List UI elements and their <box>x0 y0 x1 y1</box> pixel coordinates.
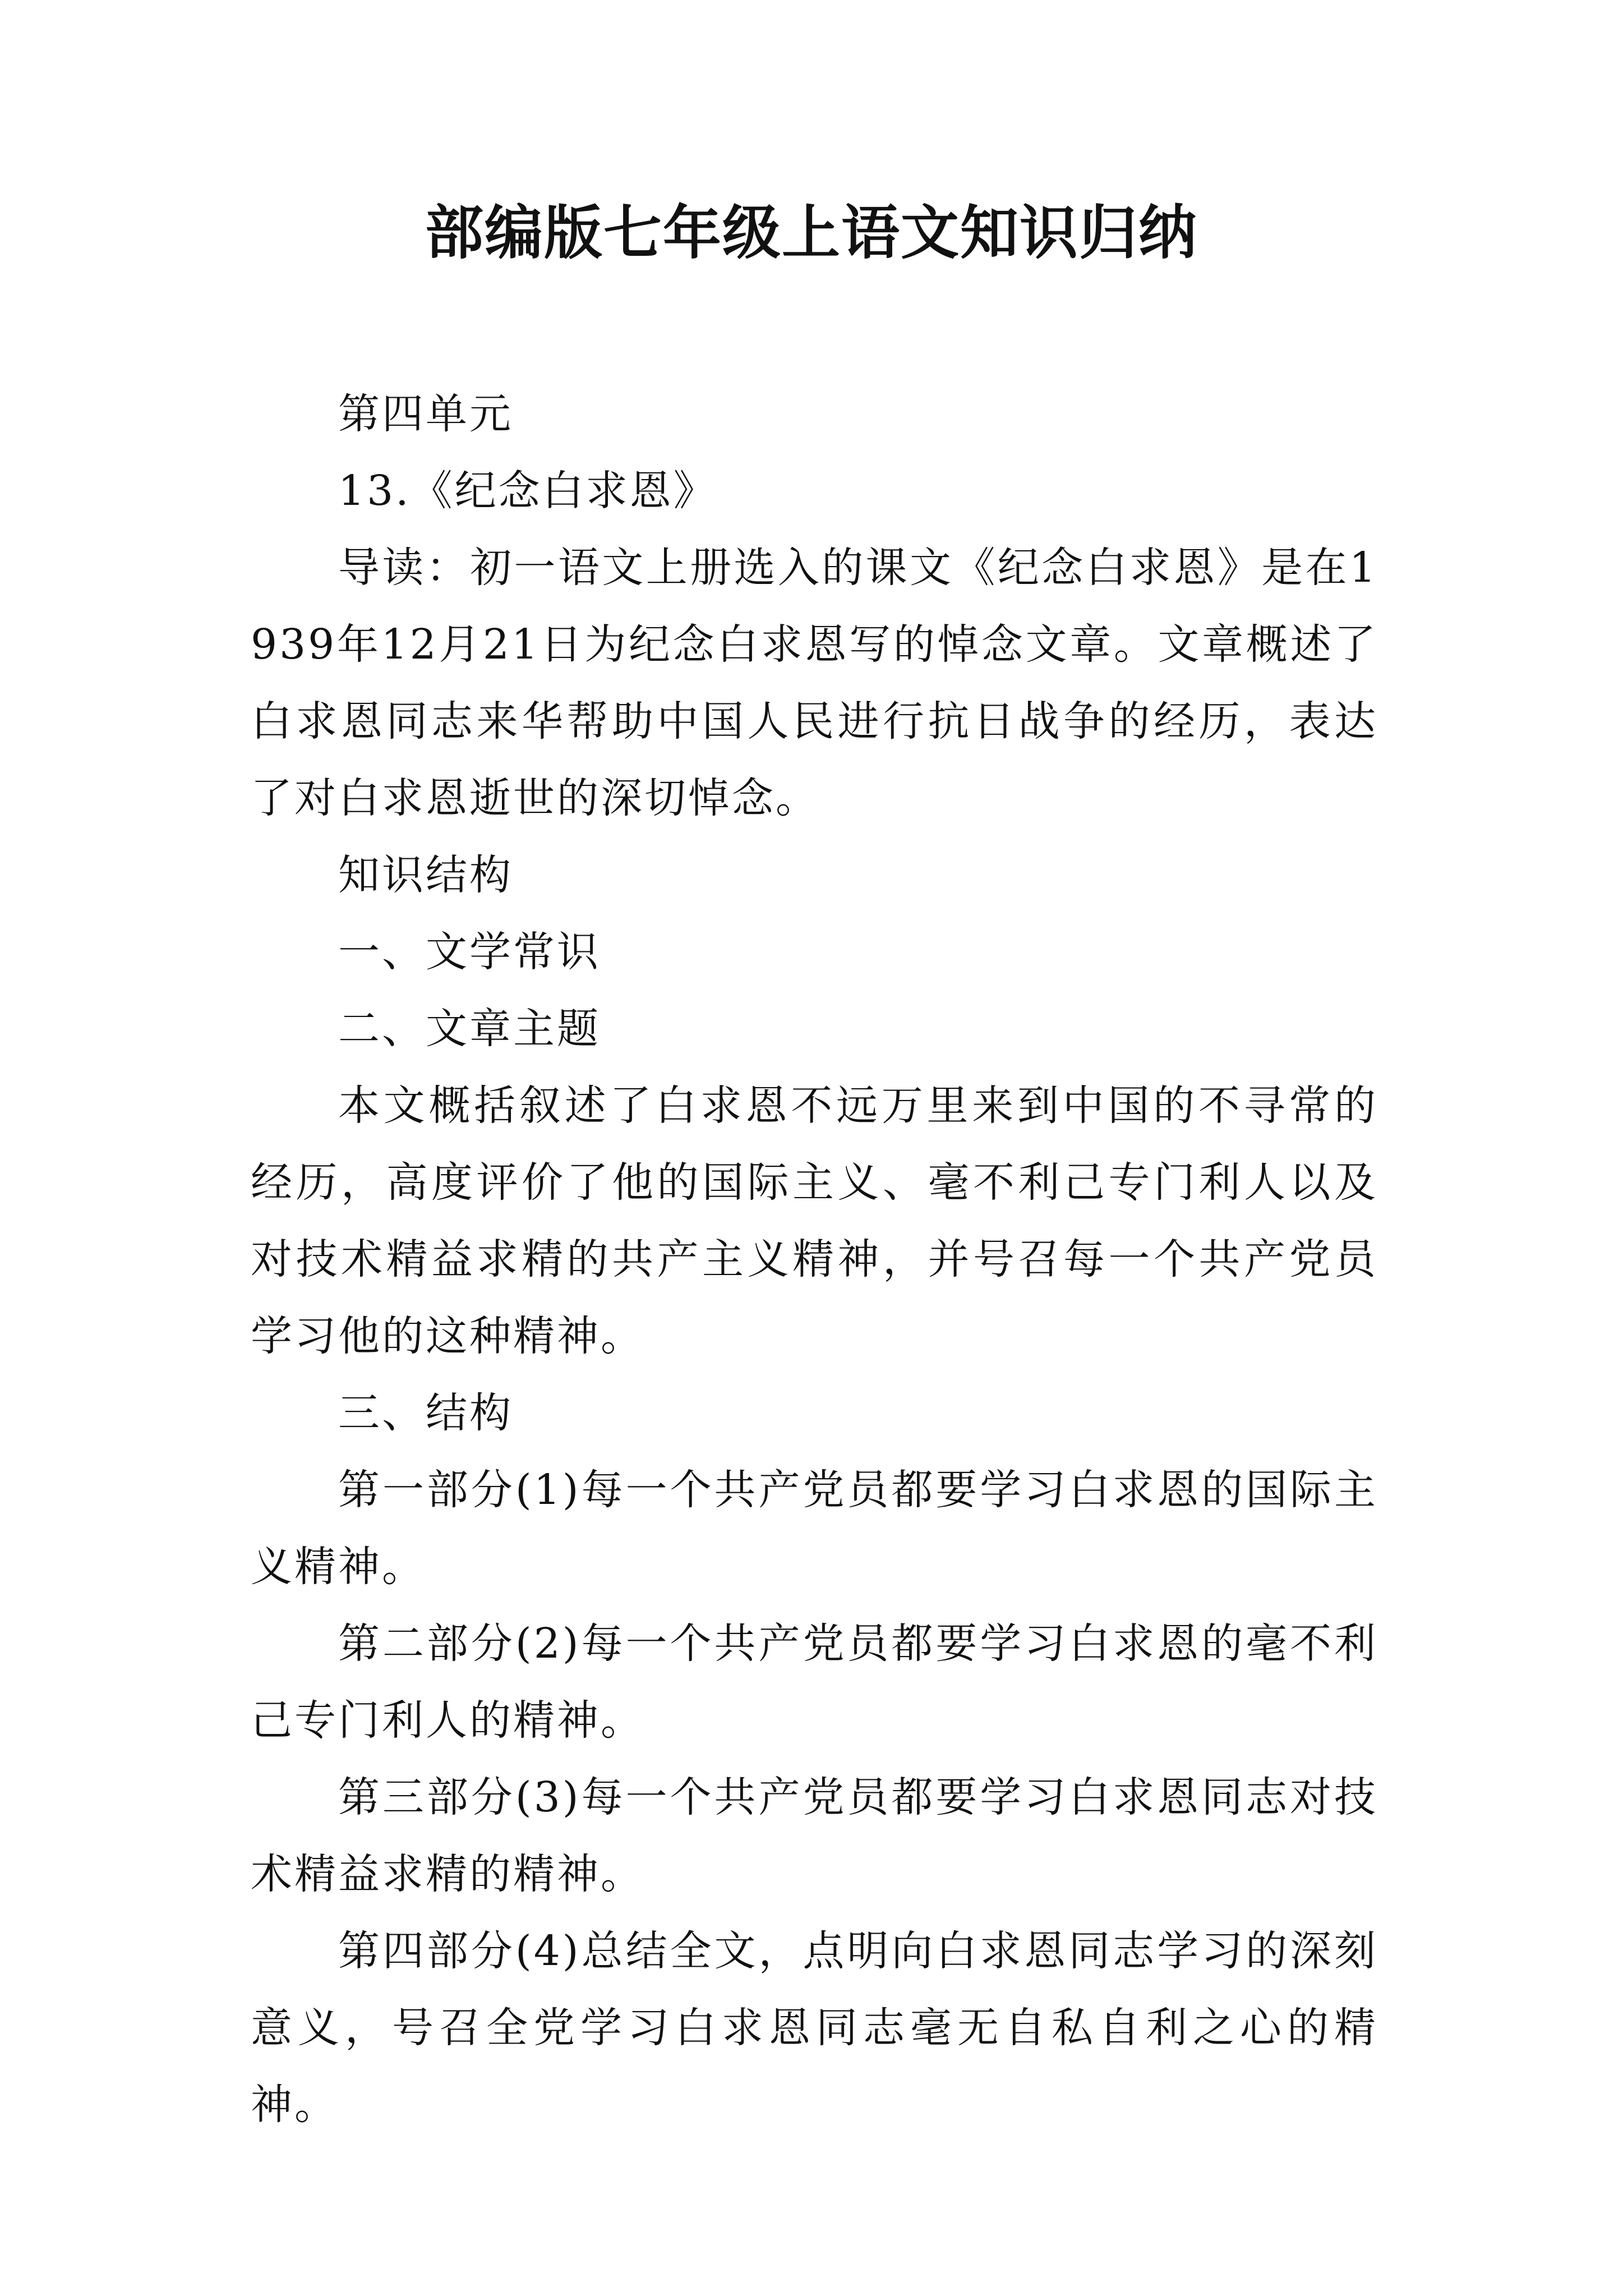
paragraph-part-four: 第四部分(4)总结全文，点明向白求恩同志学习的深刻意义，号召全党学习白求恩同志毫无自私自利之心的精神。 <box>251 1927 1378 2129</box>
paragraph-introduction: 导读：初一语文上册选入的课文《纪念白求恩》是在1939年12月21日为纪念白求恩写的悼念文章。文章概述了白求恩同志来华帮助中国人民进行抗日战争的经历，表达了对白求恩逝世的深切悼念。 <box>251 544 1378 822</box>
paragraph-theme-text: 本文概括叙述了白求恩不远万里来到中国的不寻常的经历，高度评价了他的国际主义、毫不利己专门利人以及对技术精益求精的共产主义精神，并号召每一个共产党员学习他的这种精神。 <box>251 1082 1378 1360</box>
document-title: 部编版七年级上语文知识归纳 <box>425 198 1198 267</box>
paragraph-part-two: 第二部分(2)每一个共产党员都要学习白求恩的毫不利己专门利人的精神。 <box>251 1619 1378 1745</box>
paragraph-section-literary-knowledge: 一、文学常识 <box>338 928 601 976</box>
paragraph-knowledge-structure: 知识结构 <box>338 851 513 899</box>
paragraph-lesson-title: 13.《纪念白求恩》 <box>338 467 717 515</box>
paragraph-section-theme: 二、文章主题 <box>338 1005 601 1053</box>
paragraph-part-three: 第三部分(3)每一个共产党员都要学习白求恩同志对技术精益求精的精神。 <box>251 1773 1378 1898</box>
paragraph-part-one: 第一部分(1)每一个共产党员都要学习白求恩的国际主义精神。 <box>251 1466 1378 1591</box>
paragraph-section-structure: 三、结构 <box>338 1389 513 1437</box>
paragraph-unit-heading: 第四单元 <box>338 390 513 438</box>
document-body <box>251 376 1378 2143</box>
